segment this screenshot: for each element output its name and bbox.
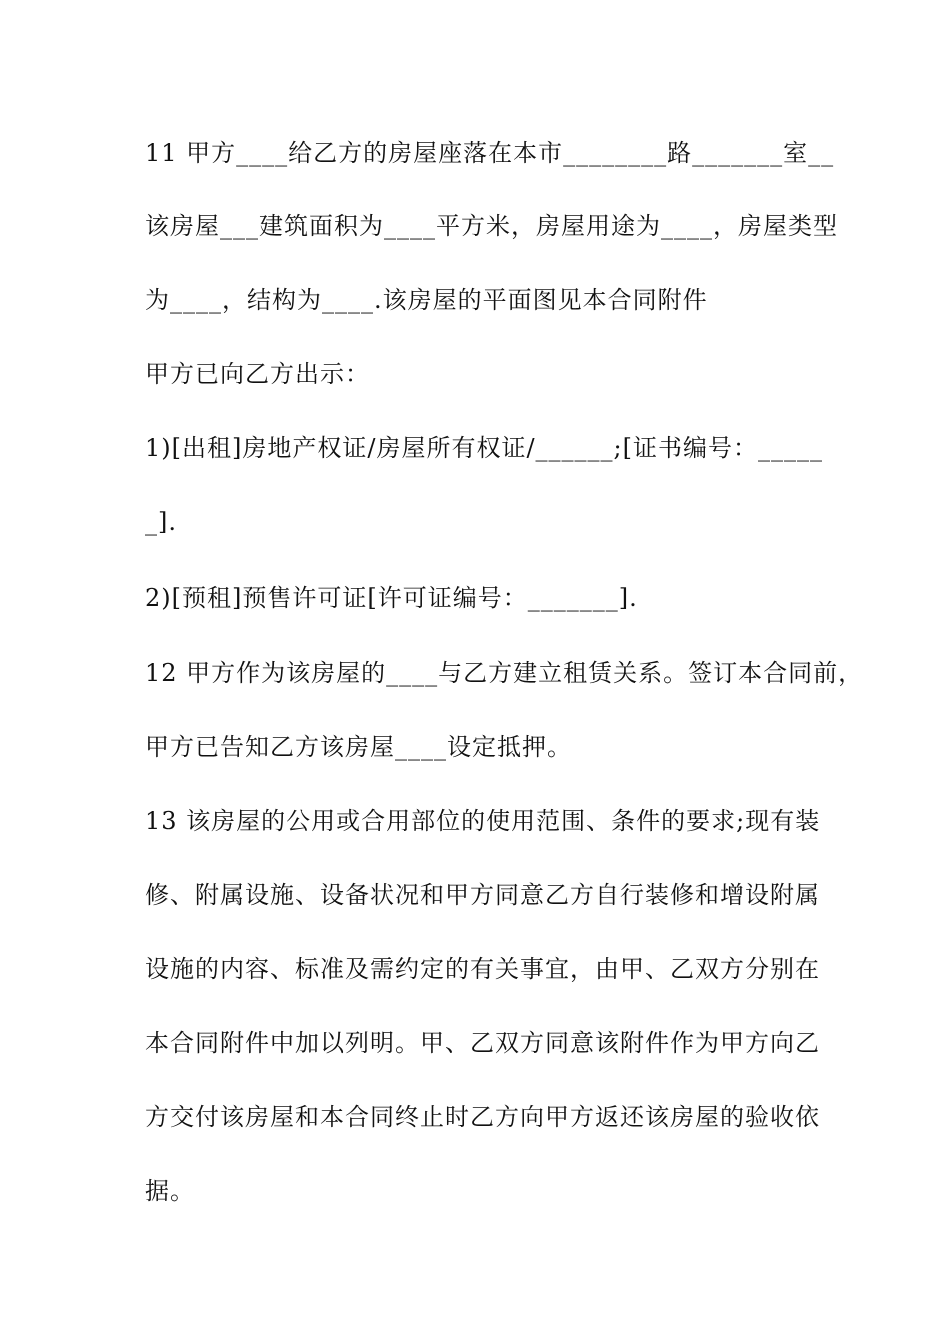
text-line: 2)[预租]预售许可证[许可证编号：_______]. [145, 584, 638, 612]
text-line: 为____，结构为____.该房屋的平面图见本合同附件 [145, 286, 708, 314]
text-line: 甲方已告知乙方该房屋____设定抵押。 [145, 733, 572, 761]
text-line: 据。 [145, 1177, 195, 1205]
text-line: 甲方已向乙方出示： [145, 360, 370, 388]
text-line: 13 该房屋的公用或合用部位的使用范围、条件的要求;现有装 [145, 807, 821, 835]
text-line: _]. [145, 508, 177, 536]
text-line: 1)[出租]房地产权证/房屋所有权证/______;[证书编号：_____ [145, 434, 823, 462]
text-line: 该房屋___建筑面积为____平方米，房屋用途为____，房屋类型 [145, 212, 838, 240]
text-line: 12 甲方作为该房屋的____与乙方建立租赁关系。签订本合同前， [145, 659, 864, 687]
text-line: 本合同附件中加以列明。甲、乙双方同意该附件作为甲方向乙 [145, 1029, 820, 1057]
text-line: 11 甲方____给乙方的房屋座落在本市________路_______室__ [145, 139, 835, 167]
text-line: 修、附属设施、设备状况和甲方同意乙方自行装修和增设附属 [145, 881, 820, 909]
text-line: 设施的内容、标准及需约定的有关事宜，由甲、乙双方分别在 [145, 955, 820, 983]
text-line: 方交付该房屋和本合同终止时乙方向甲方返还该房屋的验收依 [145, 1103, 820, 1131]
